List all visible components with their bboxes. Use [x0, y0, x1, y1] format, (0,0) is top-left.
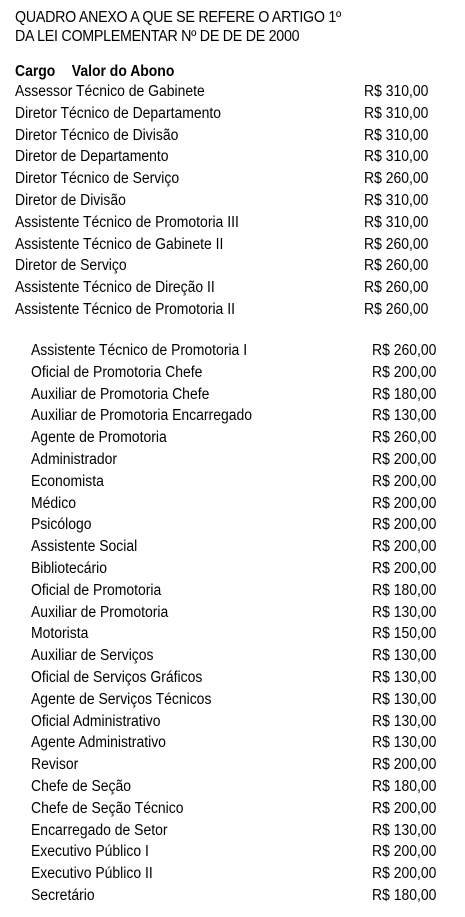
- abono-value: R$ 200,00: [372, 843, 437, 861]
- table-row: [0, 146, 465, 168]
- abono-value: R$ 180,00: [372, 385, 437, 403]
- table-row: [0, 427, 465, 449]
- abono-value: R$ 130,00: [372, 668, 437, 686]
- table-row: [0, 471, 465, 493]
- header-cargo: Cargo: [15, 63, 56, 80]
- abono-value: R$ 310,00: [364, 83, 429, 100]
- table-row: [0, 689, 465, 711]
- cargo-name: Secretário: [31, 886, 95, 904]
- table-row: [0, 711, 465, 733]
- cargo-name: Bibliotecário: [31, 559, 107, 577]
- abono-value: R$ 150,00: [372, 625, 437, 643]
- cargo-name: Assistente Técnico de Promotoria I: [31, 342, 248, 359]
- table-row: [0, 841, 465, 863]
- cargo-name: Assistente Técnico de Direção II: [15, 279, 215, 297]
- abono-value: R$ 260,00: [372, 429, 437, 447]
- table-row: [0, 885, 465, 907]
- table-group-b: [0, 340, 465, 907]
- cargo-name: Diretor Técnico de Divisão: [15, 126, 179, 144]
- table-row: [0, 340, 465, 362]
- table-header: [15, 63, 174, 81]
- cargo-name: Administrador: [31, 450, 118, 468]
- table-row: [0, 234, 465, 256]
- title-line-2: DA LEI COMPLEMENTAR Nº DE DE DE 2000: [15, 28, 300, 45]
- abono-value: R$ 130,00: [372, 690, 437, 708]
- abono-value: R$ 200,00: [372, 450, 437, 468]
- table-row: [0, 81, 465, 103]
- abono-value: R$ 130,00: [372, 712, 437, 730]
- abono-value: R$ 260,00: [364, 279, 429, 297]
- table-row: [0, 558, 465, 580]
- cargo-name: Assistente Social: [31, 538, 138, 556]
- abono-value: R$ 260,00: [364, 257, 429, 275]
- table-row: [0, 449, 465, 471]
- cargo-name: Assessor Técnico de Gabinete: [15, 83, 205, 100]
- abono-value: R$ 200,00: [372, 472, 437, 490]
- abono-value: R$ 310,00: [364, 148, 429, 166]
- abono-value: R$ 200,00: [372, 559, 437, 577]
- table-row: [0, 212, 465, 234]
- abono-value: R$ 260,00: [364, 170, 429, 188]
- cargo-name: Encarregado de Setor: [31, 821, 168, 839]
- abono-value: R$ 200,00: [372, 516, 437, 534]
- table-row: [0, 667, 465, 689]
- abono-value: R$ 260,00: [364, 235, 429, 253]
- cargo-name: Médico: [31, 494, 76, 512]
- cargo-name: Chefe de Seção Técnico: [31, 799, 184, 817]
- cargo-name: Oficial de Serviços Gráficos: [31, 668, 203, 686]
- table-row: [0, 405, 465, 427]
- table-row: [0, 754, 465, 776]
- table-row: [0, 168, 465, 190]
- abono-value: R$ 310,00: [364, 104, 429, 122]
- abono-value: R$ 200,00: [372, 756, 437, 774]
- cargo-name: Diretor de Divisão: [15, 191, 126, 209]
- cargo-name: Motorista: [31, 625, 89, 643]
- table-row: [0, 776, 465, 798]
- table-row: [0, 536, 465, 558]
- cargo-name: Agente de Promotoria: [31, 429, 167, 447]
- cargo-name: Oficial Administrativo: [31, 712, 161, 730]
- cargo-name: Executivo Público II: [31, 865, 153, 883]
- cargo-name: Executivo Público I: [31, 843, 149, 861]
- table-row: [0, 362, 465, 384]
- abono-value: R$ 310,00: [364, 213, 429, 231]
- cargo-name: Diretor de Departamento: [15, 148, 169, 166]
- cargo-name: Psicólogo: [31, 516, 92, 534]
- abono-value: R$ 200,00: [372, 538, 437, 556]
- abono-value: R$ 130,00: [372, 734, 437, 752]
- abono-value: R$ 260,00: [372, 342, 437, 359]
- abono-value: R$ 310,00: [364, 191, 429, 209]
- cargo-name: Assistente Técnico de Promotoria II: [15, 300, 235, 318]
- cargo-name: Revisor: [31, 756, 79, 774]
- table-row: [0, 277, 465, 299]
- table-row: [0, 820, 465, 842]
- table-row: [0, 623, 465, 645]
- document-title: [15, 8, 341, 46]
- abono-value: R$ 200,00: [372, 494, 437, 512]
- abono-value: R$ 180,00: [372, 581, 437, 599]
- table-row: [0, 645, 465, 667]
- abono-value: R$ 180,00: [372, 777, 437, 795]
- cargo-name: Diretor Técnico de Serviço: [15, 170, 180, 188]
- title-line-1: QUADRO ANEXO A QUE SE REFERE O ARTIGO 1º: [15, 9, 341, 26]
- abono-value: R$ 260,00: [364, 300, 429, 318]
- cargo-name: Auxiliar de Promotoria: [31, 603, 169, 621]
- table-row: [0, 299, 465, 321]
- abono-value: R$ 130,00: [372, 821, 437, 839]
- cargo-name: Economista: [31, 472, 104, 490]
- table-row: [0, 190, 465, 212]
- table-group-a: [0, 81, 465, 321]
- table-row: [0, 580, 465, 602]
- table-row: [0, 602, 465, 624]
- header-valor: Valor do Abono: [71, 63, 175, 80]
- table-row: [0, 514, 465, 536]
- cargo-name: Auxiliar de Promotoria Encarregado: [31, 407, 252, 425]
- cargo-name: Oficial de Promotoria Chefe: [31, 363, 203, 381]
- table-row: [0, 125, 465, 147]
- cargo-name: Agente Administrativo: [31, 734, 166, 752]
- abono-value: R$ 130,00: [372, 603, 437, 621]
- cargo-name: Oficial de Promotoria: [31, 581, 162, 599]
- table-row: [0, 732, 465, 754]
- cargo-name: Auxiliar de Promotoria Chefe: [31, 385, 210, 403]
- table-row: [0, 798, 465, 820]
- cargo-name: Assistente Técnico de Gabinete II: [15, 235, 224, 253]
- abono-value: R$ 200,00: [372, 799, 437, 817]
- abono-value: R$ 200,00: [372, 363, 437, 381]
- abono-value: R$ 130,00: [372, 647, 437, 665]
- table-row: [0, 255, 465, 277]
- cargo-name: Diretor de Serviço: [15, 257, 127, 275]
- abono-value: R$ 180,00: [372, 886, 437, 904]
- table-row: [0, 493, 465, 515]
- cargo-name: Auxiliar de Serviços: [31, 647, 154, 665]
- abono-value: R$ 200,00: [372, 865, 437, 883]
- table-row: [0, 384, 465, 406]
- table-row: [0, 103, 465, 125]
- abono-value: R$ 310,00: [364, 126, 429, 144]
- cargo-name: Agente de Serviços Técnicos: [31, 690, 212, 708]
- cargo-name: Diretor Técnico de Departamento: [15, 104, 222, 122]
- table-row: [0, 863, 465, 885]
- abono-value: R$ 130,00: [372, 407, 437, 425]
- cargo-name: Chefe de Seção: [31, 777, 132, 795]
- cargo-name: Assistente Técnico de Promotoria III: [15, 213, 239, 231]
